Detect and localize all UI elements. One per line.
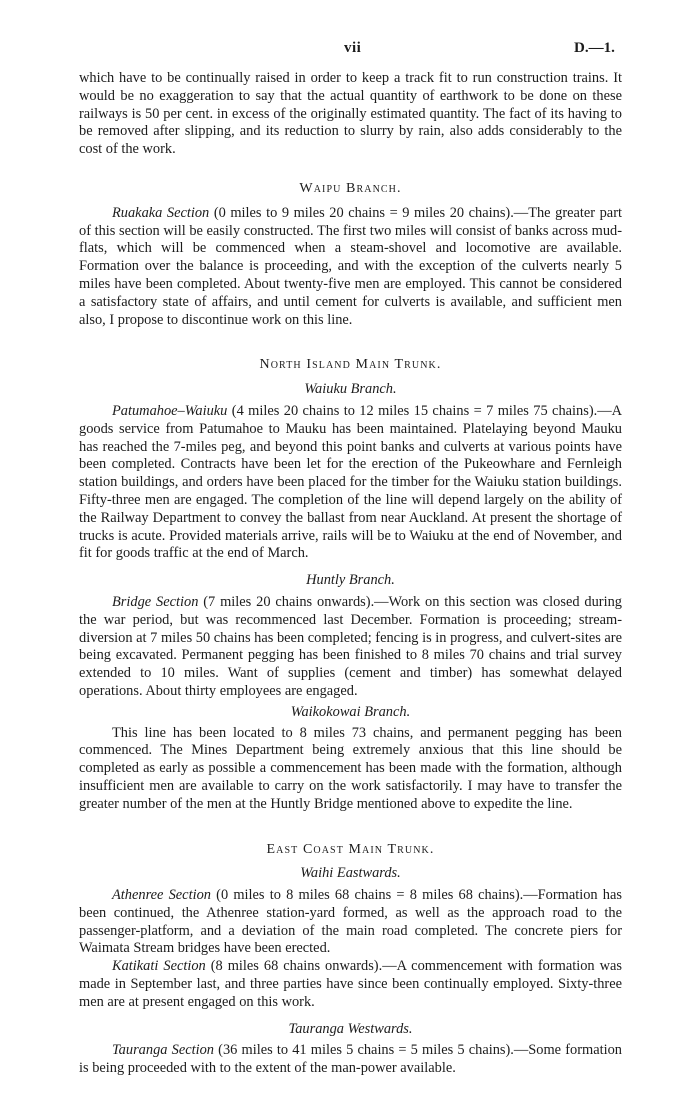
body-text	[79, 70, 622, 1078]
paragraph-text: (7 miles 20 chains onwards).—Work on this section was closed during the war period, but was recommenced last December. Formation is proceeding; stream-diversion at 7 miles 50 chains has been completed; fencing is in progress, and culvert-sites are being excavated. Permanent pegging has been finished to 8 miles 70 chains and trial survey extended to 10 miles. Want of supplies (cement and timber) has somewhat delayed operations. About thirty employees are engaged.	[79, 593, 622, 699]
section-title-katikati: Katikati Section	[112, 958, 206, 975]
document-code: D.—1.	[574, 40, 615, 56]
paragraph-katikati-section	[79, 958, 622, 1011]
subheading-waihi-eastwards: Waihi Eastwards.	[300, 865, 401, 882]
paragraph-bridge-section	[79, 594, 622, 701]
paragraph-text: (0 miles to 8 miles 68 chains = 8 miles 68 chains).—Formation has been continued, the Athenree station-yard formed, as well as the approach road to the passenger-platform, and a deviation of the main road completed. The concrete piers for Waimata Stream bridges have been erected.	[79, 887, 622, 957]
section-heading-east-coast-main-trunk: East Coast Main Trunk.	[266, 842, 435, 858]
section-title-athenree: Athenree Section	[112, 887, 211, 904]
paragraph-continued: which have to be continually raised in order to keep a track fit to run construction trains. It would be no exaggeration to say that the actual quantity of earthwork to be done on these railways is 50 per cent. in excess of the originally estimated quantity. The fact of its having to be removed after slipping, and its reduction to slurry by rain, also adds considerably to the cost of the work.	[79, 70, 622, 158]
section-heading-waipu-branch: Waipu Branch.	[299, 180, 402, 196]
section-title-bridge: Bridge Section	[112, 593, 199, 610]
paragraph-tauranga-section	[79, 1042, 622, 1078]
section-title-tauranga: Tauranga Section	[112, 1042, 214, 1059]
page-number: vii	[344, 40, 362, 56]
paragraph-ruakaka-section	[79, 205, 622, 330]
paragraph-text: (36 miles to 41 miles 5 chains = 5 miles 5 chains).—Some formation is being proceeded with to the extent of the man-power available.	[79, 1042, 622, 1077]
section-title-ruakaka: Ruakaka Section	[112, 204, 210, 221]
section-title-patumahoe-waiuku: Patumahoe–Waiuku	[112, 402, 228, 419]
subheading-huntly-branch: Huntly Branch.	[306, 572, 395, 589]
subheading-waiuku-branch: Waiuku Branch.	[304, 381, 397, 398]
paragraph-text: (8 miles 68 chains onwards).—A commencement with formation was made in September last, and three parties have since been continually employed. Sixty-three men are at present engaged on this work.	[79, 958, 622, 1010]
paragraph-athenree-section	[79, 887, 622, 958]
paragraph-text: (0 miles to 9 miles 20 chains = 9 miles 20 chains).—The greater part of this section will be easily constructed. The first two miles will consist of banks across mud-flats, which will be commenced when a steam-shovel and locomotive are available. Formation over the balance is proceeding, and with the exception of the culverts nearly 5 miles have been completed. About twenty-five men are employed. This cannot be considered a satisfactory state of affairs, and until cement for culverts is available, and sufficient men also, I propose to discontinue work on this line.	[79, 204, 622, 328]
section-heading-north-island-main-trunk: North Island Main Trunk.	[259, 357, 442, 373]
subheading-waikokowai-branch: Waikokowai Branch.	[290, 703, 411, 720]
paragraph-text: (4 miles 20 chains to 12 miles 15 chains = 7 miles 75 chains).—A goods service from Patumahoe to Mauku has been maintained. Platelaying beyond Mauku has reached the 7-miles peg, and beyond this point banks and culverts at various points have been completed. Contracts have been let for the erection of the Pukeowhare and Fernleigh station buildings, and orders have been placed for the timber for the Waiuku station buildings. Fifty-three men are engaged. The completion of the line will depend largely on the ability of the Railway Department to convey the ballast from near Auckland. At present the shortage of trucks is acute. Provided materials arrive, rails will be to Waiuku at the end of November, and fit for goods traffic at the end of March.	[79, 402, 622, 562]
paragraph-waikokowai: This line has been located to 8 miles 73 chains, and permanent pegging has been commenced. The Mines Department being extremely anxious that this line should be completed as early as possible a commencement has been made with the formation, although insufficient men are available to carry on the work satisfactorily. I may have to transfer the greater number of the men at the Huntly Bridge mentioned above to expedite the line.	[79, 724, 622, 812]
paragraph-patumahoe-waiuku	[79, 403, 622, 563]
subheading-tauranga-westwards: Tauranga Westwards.	[288, 1020, 413, 1037]
